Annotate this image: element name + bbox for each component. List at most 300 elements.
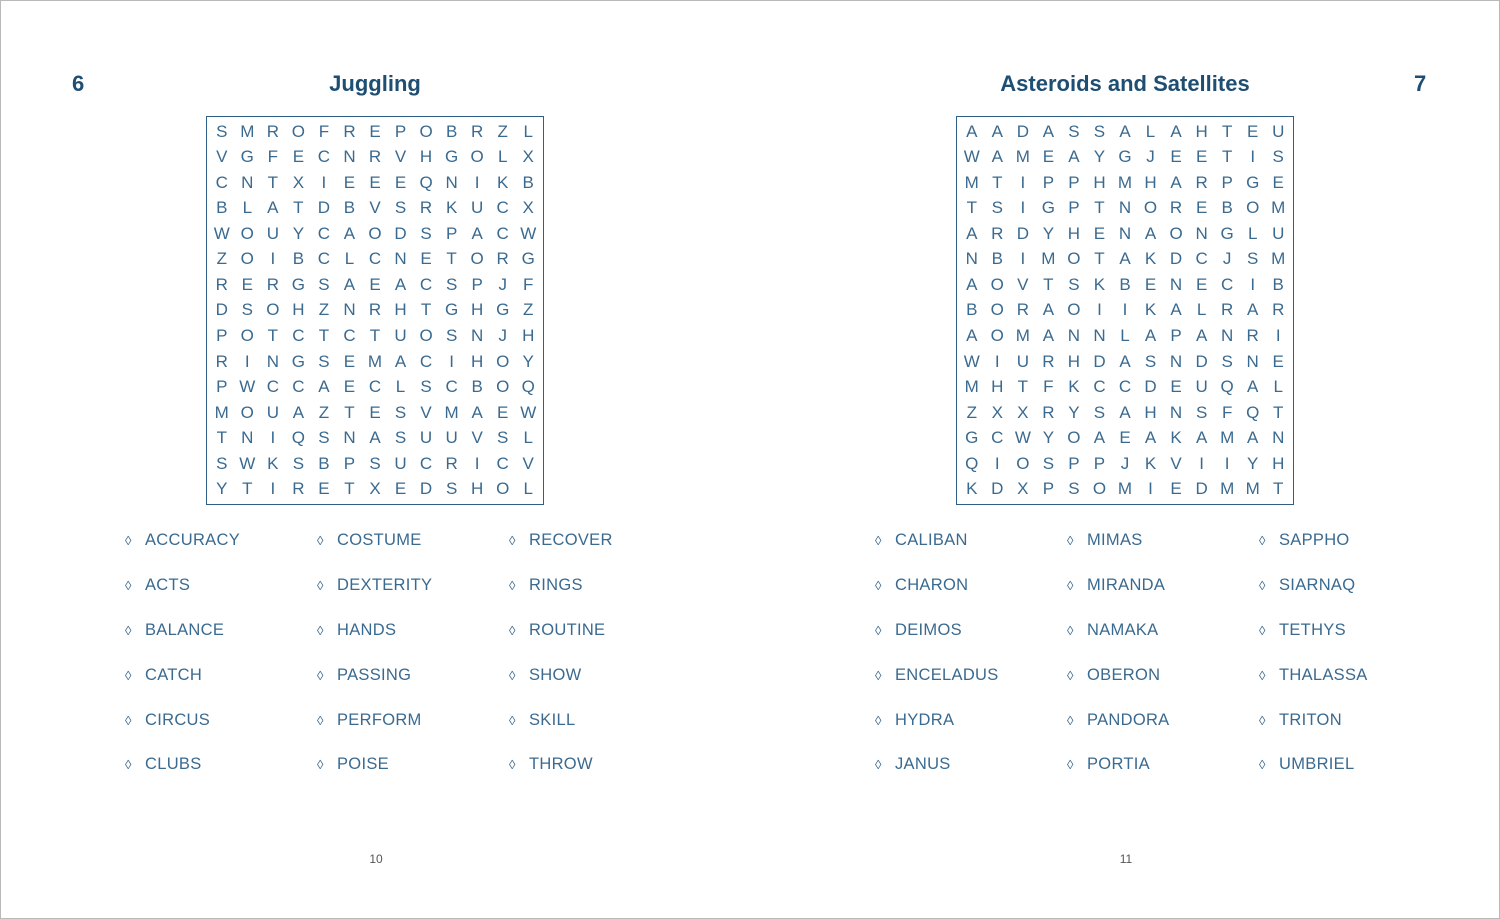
word-label: PERFORM	[337, 710, 422, 729]
word-list-item	[125, 662, 202, 688]
word-label: TRITON	[1279, 710, 1342, 729]
diamond-bullet-icon: ◊	[1259, 667, 1266, 683]
word-label: SKILL	[529, 710, 576, 729]
grid-letter: Y	[1042, 223, 1055, 243]
diamond-bullet-icon: ◊	[1259, 622, 1266, 638]
grid-letter: L	[497, 147, 508, 167]
grid-letter: S	[216, 121, 228, 141]
grid-letter: S	[420, 223, 432, 243]
grid-letter: B	[343, 198, 356, 218]
grid-letter: J	[498, 274, 507, 294]
diamond-bullet-icon: ◊	[1067, 756, 1074, 772]
page-number: 11	[1119, 852, 1133, 866]
grid-letter: F	[523, 274, 534, 294]
grid-letter: E	[1093, 223, 1106, 243]
grid-letter: G	[444, 300, 459, 320]
grid-letter: E	[369, 402, 381, 422]
diamond-bullet-icon: ◊	[875, 712, 882, 728]
grid-letter: U	[1272, 223, 1285, 243]
grid-letter: M	[1015, 326, 1030, 346]
grid-letter: U	[266, 402, 279, 422]
word-list-item	[125, 617, 224, 643]
grid-letter: J	[1120, 453, 1130, 473]
grid-letter: L	[1273, 377, 1283, 397]
grid-letter: G	[291, 351, 305, 371]
grid-letter: A	[1119, 121, 1131, 141]
grid-letter: Y	[1093, 147, 1106, 167]
grid-letter: M	[444, 402, 459, 422]
grid-letter: A	[1042, 300, 1055, 320]
grid-letter: E	[241, 274, 253, 294]
grid-letter: D	[394, 223, 407, 243]
grid-letter: E	[1195, 198, 1208, 218]
word-label: CALIBAN	[895, 530, 968, 549]
grid-letter: L	[523, 479, 533, 499]
grid-letter: N	[471, 326, 484, 346]
grid-letter: W	[520, 223, 537, 243]
grid-letter: H	[1195, 121, 1208, 141]
page-number: 10	[369, 852, 383, 866]
grid-letter: O	[496, 351, 510, 371]
grid-letter: S	[1144, 351, 1157, 371]
grid-letter: O	[1246, 198, 1260, 218]
word-label: CHARON	[895, 575, 969, 594]
grid-letter: T	[966, 198, 977, 218]
grid-letter: D	[1195, 351, 1208, 371]
diamond-bullet-icon: ◊	[317, 622, 324, 638]
grid-letter: O	[470, 249, 484, 269]
grid-letter: H	[1093, 172, 1106, 192]
word-list-item	[1259, 751, 1354, 777]
grid-letter: O	[990, 300, 1004, 320]
grid-letter: X	[1017, 402, 1029, 422]
grid-letter: Y	[216, 479, 228, 499]
diamond-bullet-icon: ◊	[125, 532, 132, 548]
grid-letter: T	[1273, 479, 1284, 499]
diamond-bullet-icon: ◊	[509, 532, 516, 548]
grid-letter: S	[318, 274, 330, 294]
grid-letter: C	[343, 326, 356, 346]
grid-letter: D	[1093, 351, 1106, 371]
diamond-bullet-icon: ◊	[1067, 577, 1074, 593]
grid-letter: A	[318, 377, 330, 397]
grid-letter: R	[496, 249, 509, 269]
grid-letter: I	[994, 351, 1000, 371]
puzzle-title: Asteroids and Satellites	[1000, 71, 1250, 96]
grid-letter: V	[1170, 453, 1182, 473]
word-label: RINGS	[529, 575, 583, 594]
grid-letter: N	[1221, 326, 1234, 346]
grid-letter: D	[1016, 121, 1029, 141]
grid-letter: O	[496, 377, 510, 397]
word-label: ENCELADUS	[895, 665, 999, 684]
grid-letter: I	[1020, 198, 1026, 218]
grid-letter: A	[1144, 428, 1157, 448]
grid-letter: Y	[522, 351, 534, 371]
grid-letter: A	[471, 402, 483, 422]
grid-letter: D	[419, 479, 433, 499]
grid-letter: O	[291, 121, 305, 141]
grid-letter: I	[449, 351, 454, 371]
word-label: MIRANDA	[1087, 575, 1166, 594]
grid-letter: O	[1143, 198, 1158, 218]
word-list-item	[875, 572, 968, 598]
grid-letter: C	[317, 147, 331, 167]
grid-letter: B	[1221, 198, 1233, 218]
grid-letter: H	[1144, 402, 1157, 422]
grid-letter: V	[394, 147, 407, 167]
grid-letter: E	[292, 147, 305, 167]
grid-letter: B	[1272, 274, 1284, 294]
grid-letter: U	[1195, 377, 1208, 397]
grid-letter: A	[471, 223, 483, 243]
grid-letter: T	[267, 326, 279, 346]
grid-letter: X	[1017, 479, 1029, 499]
grid-letter: A	[991, 147, 1003, 167]
grid-letter: B	[216, 198, 228, 218]
word-label: DEXTERITY	[337, 575, 433, 594]
grid-letter: I	[270, 249, 276, 269]
grid-letter: S	[1221, 351, 1233, 371]
word-list-item	[1067, 751, 1150, 777]
grid-letter: U	[266, 223, 279, 243]
puzzle-title: Juggling	[329, 71, 421, 96]
grid-letter: A	[1119, 351, 1131, 371]
grid-letter: T	[1094, 249, 1105, 269]
diamond-bullet-icon: ◊	[317, 756, 324, 772]
grid-letter: P	[1042, 479, 1055, 499]
grid-letter: V	[216, 147, 228, 167]
grid-letter: L	[242, 198, 253, 218]
grid-letter: N	[241, 428, 254, 448]
grid-letter: M	[964, 172, 979, 192]
grid-letter: R	[1221, 300, 1234, 320]
grid-letter: H	[1067, 223, 1081, 243]
grid-letter: P	[1170, 326, 1182, 346]
grid-letter: Q	[419, 172, 433, 192]
grid-letter: R	[1272, 300, 1285, 320]
grid-letter: A	[343, 274, 356, 294]
grid-letter: B	[445, 121, 458, 141]
diamond-bullet-icon: ◊	[509, 622, 516, 638]
grid-letter: P	[1042, 172, 1055, 192]
grid-letter: K	[1068, 377, 1080, 397]
word-label: CLUBS	[145, 754, 202, 773]
diamond-bullet-icon: ◊	[1259, 756, 1266, 772]
grid-letter: C	[419, 453, 433, 473]
grid-letter: Z	[216, 249, 227, 269]
grid-letter: A	[1093, 428, 1106, 448]
grid-letter: H	[419, 147, 433, 167]
grid-letter: I	[1275, 326, 1281, 346]
grid-letter: E	[369, 172, 381, 192]
diamond-bullet-icon: ◊	[317, 712, 324, 728]
grid-letter: J	[498, 326, 507, 346]
word-list-item	[1259, 572, 1355, 598]
diamond-bullet-icon: ◊	[1067, 532, 1074, 548]
grid-letter: X	[522, 198, 534, 218]
grid-letter: G	[496, 300, 510, 320]
grid-letter: T	[369, 326, 381, 346]
grid-letter: O	[1067, 249, 1081, 269]
grid-letter: P	[343, 453, 356, 473]
grid-letter: R	[368, 147, 382, 167]
grid-letter: C	[1093, 377, 1106, 397]
grid-letter: E	[343, 172, 356, 192]
word-label: JANUS	[895, 754, 951, 773]
diamond-bullet-icon: ◊	[875, 667, 882, 683]
grid-letter: L	[344, 249, 355, 269]
grid-letter: P	[216, 326, 228, 346]
grid-letter: H	[471, 300, 484, 320]
left-page	[1, 1, 751, 919]
grid-letter: C	[368, 249, 382, 269]
grid-letter: H	[394, 300, 407, 320]
puzzle-number: 6	[72, 71, 85, 96]
grid-letter: E	[1195, 147, 1208, 167]
grid-letter: N	[1246, 351, 1259, 371]
grid-letter: E	[343, 351, 356, 371]
grid-letter: O	[419, 326, 433, 346]
grid-letter: M	[1117, 172, 1133, 192]
grid-letter: I	[321, 172, 327, 192]
grid-letter: T	[293, 198, 304, 218]
grid-letter: R	[368, 300, 382, 320]
grid-letter: C	[266, 377, 279, 397]
grid-letter: C	[368, 377, 382, 397]
grid-letter: A	[1247, 428, 1259, 448]
grid-letter: E	[1144, 274, 1157, 294]
grid-letter: P	[1093, 453, 1106, 473]
diamond-bullet-icon: ◊	[875, 577, 882, 593]
diamond-bullet-icon: ◊	[125, 577, 132, 593]
grid-letter: O	[990, 326, 1004, 346]
grid-letter: O	[990, 274, 1004, 294]
grid-letter: E	[1247, 121, 1259, 141]
word-list-item	[317, 707, 422, 733]
grid-letter: P	[1068, 453, 1080, 473]
word-label: RECOVER	[529, 530, 613, 549]
grid-letter: N	[1093, 326, 1106, 346]
grid-letter: I	[270, 479, 276, 499]
grid-letter: F	[1043, 377, 1054, 397]
word-list-item	[875, 527, 968, 553]
diamond-bullet-icon: ◊	[317, 532, 324, 548]
grid-letter: S	[445, 326, 458, 346]
grid-letter: R	[991, 223, 1004, 243]
grid-letter: M	[964, 377, 979, 397]
word-list-item	[125, 707, 210, 733]
grid-letter: S	[1042, 453, 1055, 473]
grid-letter: I	[1148, 479, 1153, 499]
grid-letter: C	[292, 326, 305, 346]
grid-letter: K	[1144, 300, 1157, 320]
grid-letter: S	[1247, 249, 1259, 269]
grid-letter: O	[240, 326, 254, 346]
grid-letter: U	[419, 428, 433, 448]
grid-letter: S	[318, 351, 330, 371]
word-list-item	[317, 751, 389, 777]
grid-letter: G	[1220, 223, 1234, 243]
grid-letter: O	[240, 402, 254, 422]
word-list-item	[1067, 572, 1165, 598]
grid-letter: P	[1068, 198, 1080, 218]
grid-letter: O	[240, 249, 254, 269]
grid-letter: V	[1017, 274, 1029, 294]
grid-letter: L	[523, 428, 533, 448]
grid-letter: V	[420, 402, 432, 422]
grid-letter: M	[240, 121, 255, 141]
grid-letter: W	[213, 223, 230, 243]
word-list-item	[875, 751, 951, 777]
grid-letter: H	[471, 479, 484, 499]
grid-letter: S	[369, 453, 381, 473]
grid-letter: S	[241, 300, 253, 320]
grid-letter: T	[1221, 147, 1233, 167]
word-list	[875, 527, 1455, 787]
grid-letter: R	[215, 351, 228, 371]
grid-letter: Y	[1068, 402, 1080, 422]
grid-letter: T	[318, 326, 330, 346]
grid-letter: B	[471, 377, 483, 397]
grid-letter: N	[266, 351, 279, 371]
letter-grid	[956, 116, 1294, 505]
grid-letter: F	[1221, 402, 1233, 422]
grid-letter: L	[1120, 326, 1130, 346]
grid-letter: A	[1170, 121, 1182, 141]
word-list-item	[1067, 662, 1160, 688]
grid-letter: R	[1169, 198, 1183, 218]
grid-letter: R	[419, 198, 433, 218]
word-label: PANDORA	[1087, 710, 1170, 729]
grid-letter: N	[1118, 198, 1132, 218]
grid-letter: G	[1041, 198, 1055, 218]
grid-letter: I	[1224, 453, 1230, 473]
word-label: ACCURACY	[145, 530, 240, 549]
grid-letter: D	[991, 479, 1004, 499]
grid-letter: G	[291, 274, 305, 294]
grid-letter: M	[1271, 198, 1286, 218]
grid-letter: A	[292, 402, 305, 422]
grid-letter: A	[369, 428, 381, 448]
grid-letter: A	[1247, 377, 1259, 397]
grid-letter: N	[1067, 326, 1081, 346]
grid-letter: E	[1272, 351, 1284, 371]
grid-letter: W	[963, 351, 980, 371]
grid-letter: I	[1250, 274, 1256, 294]
grid-letter: R	[266, 121, 279, 141]
word-list-item	[125, 572, 190, 598]
word-label: BALANCE	[145, 620, 225, 639]
grid-letter: A	[1042, 121, 1055, 141]
diamond-bullet-icon: ◊	[509, 712, 516, 728]
grid-letter: X	[522, 147, 534, 167]
grid-letter: S	[497, 428, 509, 448]
grid-letter: N	[1169, 402, 1183, 422]
grid-letter: N	[343, 147, 356, 167]
word-list-item	[317, 662, 411, 688]
grid-letter: H	[1067, 351, 1081, 371]
word-label: PASSING	[337, 665, 412, 684]
diamond-bullet-icon: ◊	[1067, 712, 1074, 728]
grid-letter: C	[496, 223, 509, 243]
grid-letter: X	[292, 172, 305, 192]
grid-letter: C	[991, 428, 1004, 448]
diamond-bullet-icon: ◊	[875, 756, 882, 772]
puzzle-number: 7	[1414, 71, 1427, 96]
grid-letter: G	[240, 147, 254, 167]
grid-letter: T	[267, 172, 279, 192]
grid-letter: A	[1068, 147, 1080, 167]
grid-letter: D	[1144, 377, 1157, 397]
grid-letter: Q	[521, 377, 535, 397]
grid-letter: P	[445, 223, 458, 243]
grid-letter: M	[1117, 479, 1133, 499]
grid-letter: N	[1169, 274, 1183, 294]
grid-letter: A	[1042, 326, 1055, 346]
diamond-bullet-icon: ◊	[125, 712, 132, 728]
grid-letter: M	[1220, 428, 1235, 448]
grid-letter: H	[522, 326, 535, 346]
grid-letter: Q	[1220, 377, 1234, 397]
grid-letter: A	[1119, 402, 1131, 422]
grid-letter: C	[317, 249, 331, 269]
grid-letter: T	[1094, 198, 1105, 218]
grid-letter: S	[445, 274, 458, 294]
grid-letter: T	[216, 428, 227, 448]
grid-letter: W	[1014, 428, 1031, 448]
grid-letter: M	[214, 402, 229, 422]
grid-letter: G	[1246, 172, 1260, 192]
grid-letter: N	[1118, 223, 1132, 243]
grid-letter: A	[1119, 249, 1131, 269]
grid-letter: E	[369, 274, 381, 294]
grid-letter: G	[521, 249, 535, 269]
word-list	[125, 527, 705, 787]
grid-letter: L	[523, 121, 533, 141]
grid-letter: E	[318, 479, 330, 499]
word-label: PORTIA	[1087, 754, 1150, 773]
diamond-bullet-icon: ◊	[125, 622, 132, 638]
grid-letter: E	[394, 479, 407, 499]
grid-letter: O	[368, 223, 382, 243]
word-label: SHOW	[529, 665, 582, 684]
word-label: TETHYS	[1279, 620, 1346, 639]
word-label: CIRCUS	[145, 710, 211, 729]
grid-letter: D	[1169, 249, 1183, 269]
grid-letter: G	[1118, 147, 1132, 167]
grid-letter: B	[966, 300, 978, 320]
grid-letter: B	[991, 249, 1003, 269]
grid-letter: N	[343, 428, 356, 448]
grid-letter: R	[343, 121, 356, 141]
grid-letter: K	[1144, 249, 1157, 269]
grid-letter: S	[1068, 274, 1080, 294]
grid-letter: J	[1222, 249, 1232, 269]
word-label: OBERON	[1087, 665, 1161, 684]
grid-letter: C	[419, 274, 433, 294]
grid-letter: O	[470, 147, 484, 167]
grid-letter: O	[1169, 223, 1183, 243]
grid-letter: S	[1068, 121, 1080, 141]
word-label: ACTS	[145, 575, 191, 594]
grid-letter: Y	[292, 223, 305, 243]
grid-letter: E	[369, 121, 381, 141]
grid-letter: S	[445, 479, 458, 499]
grid-letter: C	[1221, 274, 1234, 294]
word-list-item	[875, 707, 954, 733]
grid-letter: R	[215, 274, 228, 294]
